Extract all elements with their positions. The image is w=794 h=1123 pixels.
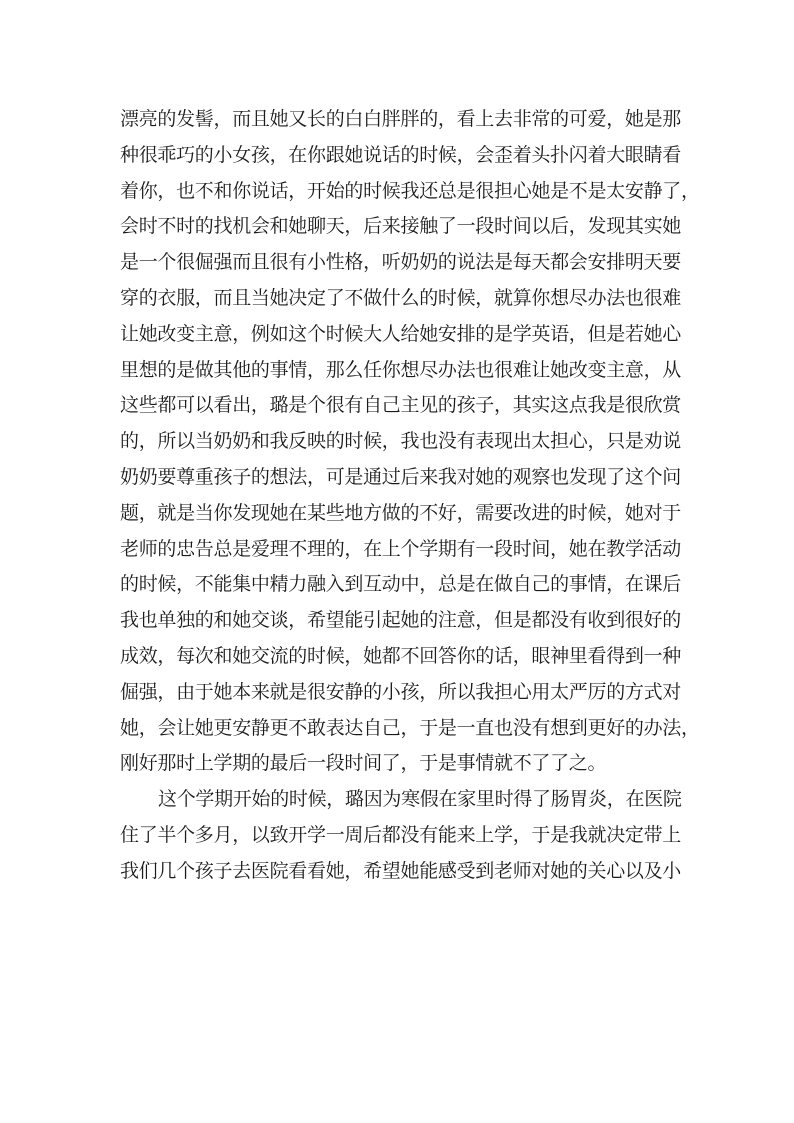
text-line: 题，就是当你发现她在某些地方做的不好，需要改进的时候，她对于 xyxy=(120,501,682,524)
text-line: 奶奶要尊重孩子的想法，可是通过后来我对她的观察也发现了这个问 xyxy=(120,465,682,488)
text-line: 她，会让她更安静更不敢表达自己，于是一直也没有想到更好的办法， xyxy=(120,716,700,739)
text-line: 会时不时的找机会和她聊天，后来接触了一段时间以后，发现其实她 xyxy=(120,215,682,238)
text-line: 成效，每次和她交流的时候，她都不回答你的话，眼神里看得到一种 xyxy=(120,644,682,667)
text-line: 漂亮的发髻，而且她又长的白白胖胖的，看上去非常的可爱，她是那 xyxy=(120,108,682,130)
text-line: 倔强，由于她本来就是很安静的小孩，所以我担心用太严厉的方式对 xyxy=(120,680,682,703)
text-line: 我们几个孩子去医院看看她，希望她能感受到老师对她的关心以及小 xyxy=(120,859,682,882)
text-line: 我也单独的和她交谈，希望能引起她的注意，但是都没有收到很好的 xyxy=(120,609,682,632)
text-line: 住了半个多月，以致开学一周后都没有能来上学，于是我就决定带上 xyxy=(120,823,682,846)
body-text xyxy=(120,102,700,890)
text-line: 的，所以当奶奶和我反映的时候，我也没有表现出太担心，只是劝说 xyxy=(120,430,682,453)
text-line: 着你，也不和你说话，开始的时候我还总是很担心她是不是太安静了， xyxy=(120,179,700,202)
text-line: 是一个很倔强而且很有小性格，听奶奶的说法是每天都会安排明天要 xyxy=(120,251,682,274)
paragraph-start-line: 这个学期开始的时候，璐因为寒假在家里时得了肠胃炎，在医院 xyxy=(158,788,682,811)
text-line: 种很乖巧的小女孩，在你跟她说话的时候，会歪着头扑闪着大眼睛看 xyxy=(120,143,682,166)
text-line: 这些都可以看出，璐是个很有自己主见的孩子，其实这点我是很欣赏 xyxy=(120,394,682,417)
text-line: 让她改变主意，例如这个时候大人给她安排的是学英语，但是若她心 xyxy=(120,322,682,345)
text-line: 刚好那时上学期的最后一段时间了，于是事情就不了了之。 xyxy=(120,752,607,775)
text-line: 穿的衣服，而且当她决定了不做什么的时候，就算你想尽办法也很难 xyxy=(120,286,682,309)
text-line: 里想的是做其他的事情，那么任你想尽办法也很难让她改变主意，从 xyxy=(120,358,682,381)
text-line: 的时候，不能集中精力融入到互动中，总是在做自己的事情，在课后 xyxy=(120,573,682,596)
text-line: 老师的忠告总是爱理不理的，在上个学期有一段时间，她在教学活动 xyxy=(120,537,682,560)
